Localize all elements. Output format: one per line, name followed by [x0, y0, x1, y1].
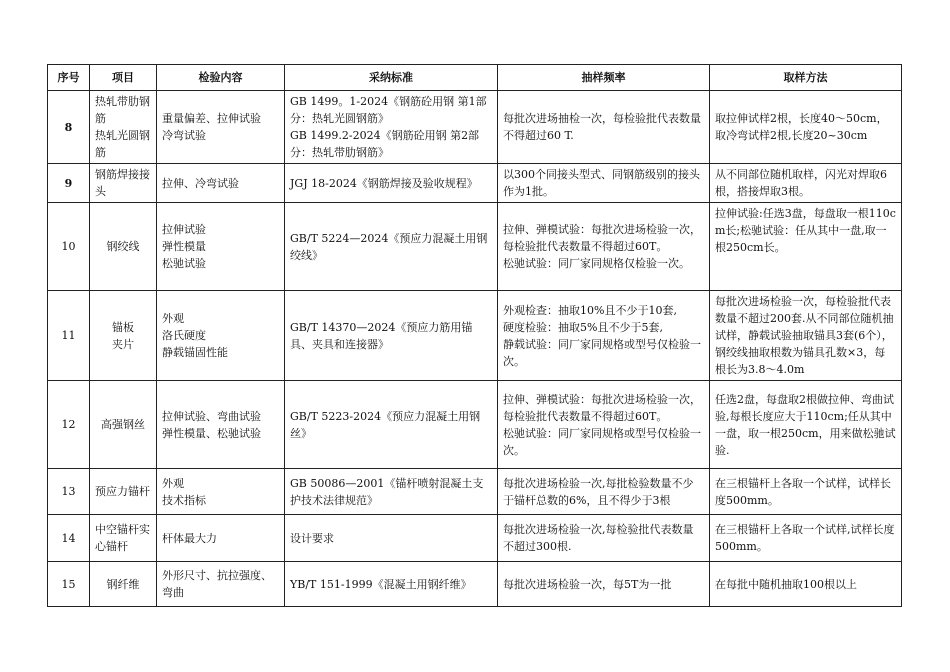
standard-line: GB/T 14370—2024《预应力筋用锚具、夹具和连接器》 — [290, 320, 473, 351]
row-method — [710, 91, 902, 164]
content-line: 拉伸试验、弯曲试验 — [162, 409, 261, 423]
row-number: 13 — [48, 469, 90, 515]
row-frequency — [498, 469, 710, 515]
item-line: 钢筋焊接接头 — [95, 168, 150, 198]
row-number: 10 — [48, 203, 90, 291]
row-standard — [285, 91, 498, 164]
row-standard — [285, 562, 498, 607]
header-item: 项目 — [90, 65, 157, 91]
row-number: 8 — [48, 91, 90, 164]
row-content — [157, 562, 285, 607]
method-line: 在每批中随机抽取100根以上 — [715, 577, 857, 591]
method-line: 每批次进场检验一次，每检验批代表数量不超过200套.从不同部位随机抽试样，静载试验抽取锚具3套(6个），钢绞线抽取根数为锚具孔数×3，每根长为3.8～4.0m — [715, 295, 894, 376]
row-item — [90, 291, 157, 381]
frequency-line: 每批次进场检验一次,每检验批代表数量不超过300根. — [503, 523, 694, 553]
frequency-line: 外观检查：抽取10%且不少于10套, — [503, 303, 677, 317]
row-method — [710, 291, 902, 381]
content-line: 弹性模量、松驰试验 — [162, 426, 261, 440]
header-content: 检验内容 — [157, 65, 285, 91]
content-line: 拉伸试验 — [162, 223, 206, 236]
item-line: 锚板 — [112, 320, 134, 334]
row-content — [157, 515, 285, 562]
row-number: 9 — [48, 164, 90, 203]
frequency-line: 硬度检验：抽取5%且不少于5套, — [503, 320, 663, 334]
table-row — [48, 381, 902, 469]
row-frequency — [498, 515, 710, 562]
standard-line: YB/T 151-1999《混凝土用钢纤维》 — [290, 577, 472, 591]
header-no: 序号 — [48, 65, 90, 91]
row-item — [90, 562, 157, 607]
table-header-row — [48, 65, 902, 91]
row-item — [90, 515, 157, 562]
row-frequency — [498, 562, 710, 607]
item-line: 热轧带肋钢筋 — [95, 95, 150, 125]
row-content — [157, 381, 285, 469]
row-number: 11 — [48, 291, 90, 381]
frequency-line: 以300个同接头型式、同钢筋级别的接头作为1批。 — [503, 168, 700, 198]
content-line: 技术指标 — [162, 493, 206, 507]
content-line: 静载锚固性能 — [162, 346, 228, 359]
item-line: 钢纤维 — [106, 577, 140, 591]
row-item — [90, 203, 157, 291]
row-standard — [285, 164, 498, 203]
row-frequency — [498, 203, 710, 291]
method-line: 在三根锚杆上各取一个试样，试样长度500mm。 — [715, 476, 891, 507]
table-row — [48, 469, 902, 515]
standard-line: GB/T 5224—2024《预应力混凝土用钢绞线》 — [290, 231, 488, 262]
standard-line: GB 1499.2-2024《钢筋砼用钢 第2部分：热轧带肋钢筋》 — [290, 129, 480, 159]
frequency-line: 松驰试验：同厂家同规格或型号仅检验一次。 — [503, 426, 701, 457]
row-content — [157, 203, 285, 291]
header-method: 取样方法 — [710, 65, 902, 91]
row-item — [90, 381, 157, 469]
table-row — [48, 164, 902, 203]
row-content — [157, 91, 285, 164]
content-line: 弹性模量 — [162, 240, 206, 253]
frequency-line: 每批次进场检验一次，每5T为一批 — [503, 577, 672, 591]
row-content — [157, 469, 285, 515]
row-content — [157, 291, 285, 381]
frequency-line: 静载试验：同厂家同规格或型号仅检验一次。 — [503, 337, 701, 368]
row-method — [710, 562, 902, 607]
header-frequency: 抽样频率 — [498, 65, 710, 91]
row-content — [157, 164, 285, 203]
row-number: 15 — [48, 562, 90, 607]
frequency-line: 松驰试验：同厂家同规格仅检验一次。 — [503, 257, 690, 270]
frequency-line: 拉伸、弹模试验：每批次进场检验一次，每检验批代表数量不得超过60T。 — [503, 392, 701, 423]
method-line: 在三根锚杆上各取一个试样,试样长度500mm。 — [715, 523, 895, 553]
table-row — [48, 291, 902, 381]
standard-line: GB 50086—2001《锚杆喷射混凝土支护技术法律规范》 — [290, 476, 484, 507]
content-line: 外观 — [162, 476, 184, 490]
frequency-line: 拉伸、弹模试验：每批次进场检验一次，每检验批代表数量不得超过60T。 — [503, 223, 701, 253]
row-frequency — [498, 291, 710, 381]
content-line: 洛氏硬度 — [162, 329, 206, 342]
row-standard — [285, 291, 498, 381]
content-line: 冷弯试验 — [162, 129, 206, 142]
row-frequency — [498, 91, 710, 164]
method-line: 取冷弯试样2根,长度20~30cm — [715, 129, 868, 142]
method-line: 取拉伸试样2根，长度40～50cm， — [715, 112, 888, 125]
item-line: 热轧光圆钢筋 — [95, 129, 150, 159]
row-standard — [285, 515, 498, 562]
row-method — [710, 515, 902, 562]
row-method — [710, 469, 902, 515]
method-line: 从不同部位随机取样，闪光对焊取6根，搭接焊取3根。 — [715, 168, 887, 198]
row-number: 14 — [48, 515, 90, 562]
method-line: 任选2盘，每盘取2根做拉伸、弯曲试验,每根长度应大于110cm;任从其中一盘，取一根250cm，用来做松驰试验. — [715, 392, 896, 457]
table-row — [48, 91, 902, 164]
row-item — [90, 469, 157, 515]
row-method — [710, 164, 902, 203]
frequency-line: 每批次进场抽检一次，每检验批代表数量不得超过60 T. — [503, 112, 701, 142]
row-item — [90, 91, 157, 164]
content-line: 重量偏差、拉伸试验 — [162, 112, 261, 125]
standard-line: GB/T 5223-2024《预应力混凝土用钢丝》 — [290, 409, 481, 440]
table-row — [48, 515, 902, 562]
row-frequency — [498, 164, 710, 203]
item-line: 中空锚杆实心锚杆 — [95, 523, 150, 553]
table-row — [48, 562, 902, 607]
row-standard — [285, 381, 498, 469]
item-line: 高强钢丝 — [101, 418, 145, 431]
standard-line: JGJ 18-2024《钢筋焊接及验收规程》 — [290, 176, 478, 190]
item-line: 预应力锚杆 — [95, 485, 150, 498]
inspection-table — [47, 64, 902, 607]
item-line: 钢绞线 — [106, 240, 140, 253]
row-method — [710, 203, 902, 291]
method-line: 拉伸试验:任选3盘，每盘取一根110cm长;松驰试验：任从其中一盘,取一根250cm长。 — [715, 207, 896, 254]
content-line: 外形尺寸、抗拉强度、弯曲 — [162, 569, 272, 599]
content-line: 拉伸、冷弯试验 — [162, 176, 239, 190]
standard-line: GB 1499。1-2024《钢筋砼用钢 第1部分：热轧光圆钢筋》 — [290, 95, 487, 125]
standard-line: 设计要求 — [290, 531, 334, 545]
content-line: 松驰试验 — [162, 257, 206, 270]
table-row — [48, 203, 902, 291]
row-item — [90, 164, 157, 203]
row-number: 12 — [48, 381, 90, 469]
row-standard — [285, 203, 498, 291]
header-standard: 采纳标准 — [285, 65, 498, 91]
item-line: 夹片 — [112, 337, 134, 351]
frequency-line: 每批次进场检验一次,每批检验数量不少于锚杆总数的6%，且不得少于3根 — [503, 476, 694, 507]
content-line: 外观 — [162, 312, 184, 325]
content-line: 杆体最大力 — [162, 531, 217, 545]
row-method — [710, 381, 902, 469]
row-frequency — [498, 381, 710, 469]
row-standard — [285, 469, 498, 515]
